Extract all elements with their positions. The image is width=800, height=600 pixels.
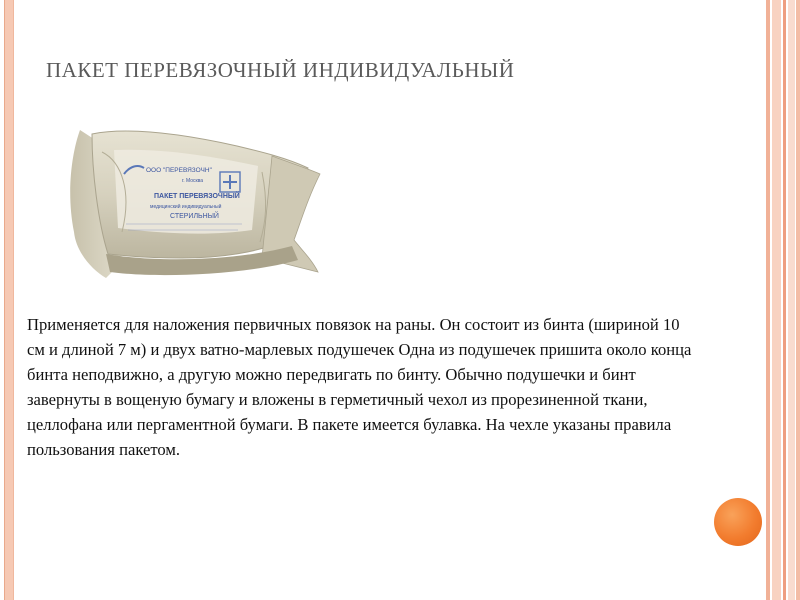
label-line-2: г. Москва: [182, 178, 204, 184]
description-paragraph: Применяется для наложения первичных повязок на раны. Он состоит из бинта (шириной 10 см и длиной 7 м) и двух ватно-марлевых подушечек Одна из подушечек пришита около конца бинта неподвижно, а другую можно передвигать по бинту. Обычно подушечки и бинт завернуты в вощеную бумагу и вложены в герметичный чехол из прорезиненной ткани, целлофана или пергаментной бумаги. В пакете имеется булавка. На чехле указаны правила пользования пакетом.: [27, 315, 692, 459]
left-border-decoration: [4, 0, 14, 600]
right-stripes-decoration: [760, 0, 800, 600]
slide-title: ПАКЕТ ПЕРЕВЯЗОЧНЫЙ ИНДИВИДУАЛЬНЫЙ: [46, 58, 515, 82]
label-line-3: ПАКЕТ ПЕРЕВЯЗОЧНЫЙ: [154, 193, 240, 200]
orange-accent-circle: [714, 498, 762, 546]
label-line-4: медицинский индивидуальный: [150, 204, 222, 210]
bandage-package-photo: [62, 112, 326, 302]
label-line-1: ООО "ПЕРЕВЯЗОЧН": [146, 167, 212, 174]
label-line-5: СТЕРИЛЬНЫЙ: [170, 213, 219, 220]
